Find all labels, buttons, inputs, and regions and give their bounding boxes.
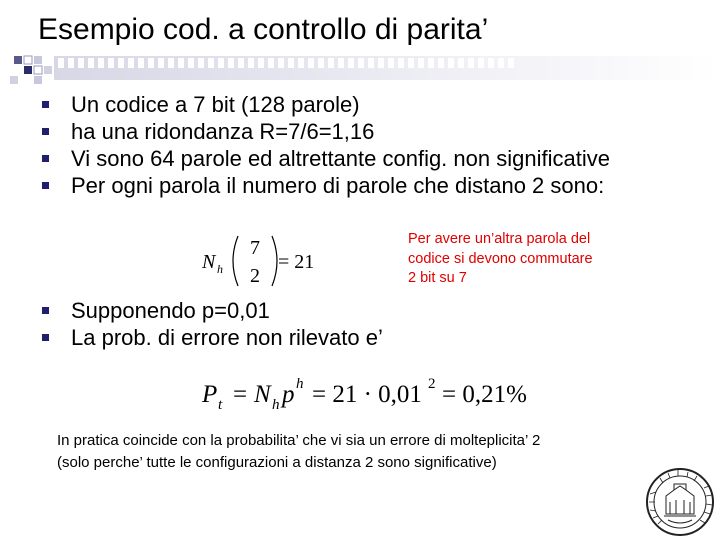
eq2-n: N [254,381,271,408]
eq2-rest: = 21 · 0,01 [312,381,422,408]
eq2-rest-sup: 2 [428,376,436,392]
eq1-lhs: N [202,251,216,273]
eq1-binom-top: 7 [250,237,260,259]
eq2-result: = 0,21% [442,381,527,408]
bullet-item: Per ogni parola il numero di parole che distano 2 sono: [40,172,610,199]
university-seal-logo [640,464,718,538]
eq2-eq: = [233,381,248,408]
equation-binomial [198,232,328,290]
bullet-list-bottom [40,297,383,351]
note-line: Per avere un’altra parola del [408,231,591,247]
footer-line: (solo perche’ tutte le configurazioni a distanza 2 sono significative) [57,454,497,471]
bullet-item: Supponendo p=0,01 [40,297,383,324]
bullet-item: La prob. di errore non rilevato e’ [40,324,383,351]
eq2-pp-sup: h [296,376,304,392]
equation-error-probability [200,372,540,416]
footer-text [57,430,540,474]
bullet-item: Vi sono 64 parole ed altrettante config. non significative [40,145,610,172]
note-callout [408,230,593,289]
note-line: codice si devono commutare [408,250,593,267]
slide-title: Esempio cod. a controllo di parita’ [38,13,489,46]
bullet-list-top [40,91,610,199]
eq2-p: P [202,381,218,408]
bullet-item: ha una ridondanza R=7/6=1,16 [40,118,610,145]
eq1-binom-bottom: 2 [250,265,260,287]
bullet-item: Un codice a 7 bit (128 parole) [40,91,610,118]
eq2-pp: p [282,381,295,408]
footer-line: In pratica coincide con la probabilita’ che vi sia un errore di molteplicita’ 2 [57,432,541,449]
eq1-rhs: = 21 [278,251,315,273]
decorative-title-bar [0,52,720,92]
note-line: 2 bit su 7 [408,270,467,286]
eq2-p-sub: t [218,397,223,413]
eq2-n-sub: h [272,397,280,413]
eq1-lhs-sub: h [217,262,223,276]
